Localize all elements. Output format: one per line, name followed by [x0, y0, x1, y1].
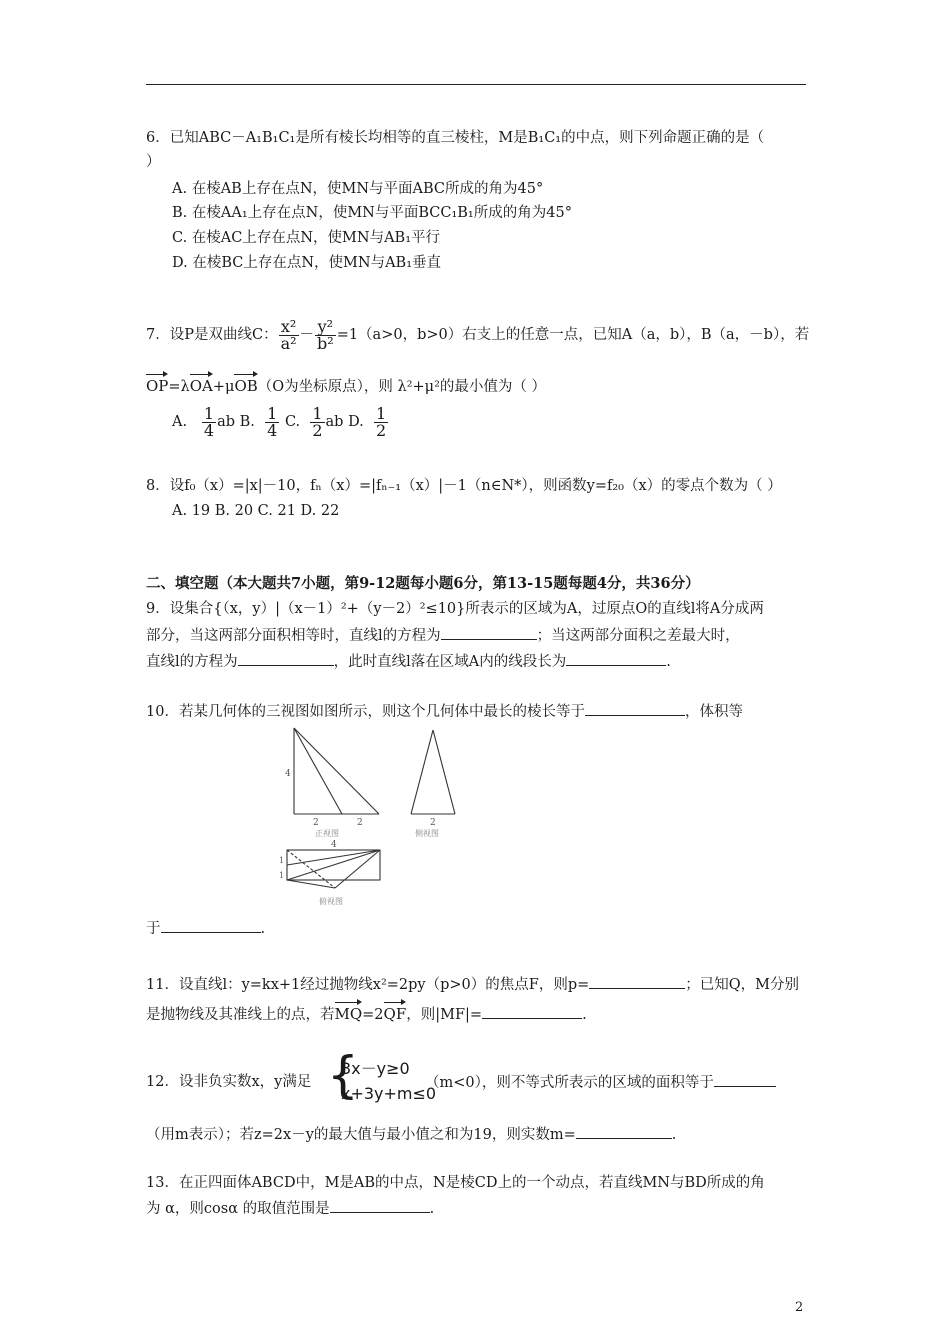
side-dim-2: 2	[430, 818, 436, 828]
top-dim-1a: 1	[279, 856, 285, 865]
q12-suffix	[425, 1072, 776, 1093]
q13-line2b: .	[429, 1201, 435, 1217]
front-view-label: 正视图	[315, 829, 339, 838]
q7-opt-a-suffix: ab B.	[217, 414, 255, 430]
header-rule	[146, 84, 806, 85]
top-view	[287, 850, 380, 888]
q6-option-d: D. 在棱BC上存在点N，使MN与AB₁垂直	[172, 255, 442, 271]
q11-line2	[146, 1000, 587, 1025]
front-dim-4: 4	[285, 769, 291, 779]
q12-blank-1[interactable]	[714, 1072, 776, 1087]
page-number: 2	[795, 1300, 804, 1315]
q6-option-a: A. 在棱AB上存在点N，使MN与平面ABC所成的角为45°	[172, 181, 544, 197]
q7-opt-a-den: 4	[203, 420, 215, 440]
q12-blank-2[interactable]	[576, 1124, 672, 1139]
front-dim-2a: 2	[313, 818, 319, 828]
q12-line2a: （用m表示）；若z=2x－y的最大值与最小值之和为19，则实数m=	[146, 1127, 576, 1143]
q7-y2: y²	[315, 319, 336, 336]
q11-vector-qf: QF	[384, 1000, 407, 1024]
q11-blank-2[interactable]	[482, 1004, 582, 1019]
q12-line2	[146, 1124, 676, 1145]
q10-line1a: 10．若某几何体的三视图如图所示，则这个几何体中最长的棱长等于	[146, 704, 585, 720]
q11-eq: =2	[362, 1007, 384, 1023]
q7-opt-a: A.	[172, 414, 188, 430]
q12-inequality-2: x+3y+m≤0	[341, 1084, 437, 1103]
q12-suffix-text: （m<0），则不等式所表示的区域的面积等于	[425, 1075, 714, 1091]
q6-line1: 6．已知ABC－A₁B₁C₁是所有棱长均相等的直三棱柱，M是B₁C₁的中点，则下列命题正确的是（	[146, 130, 765, 146]
q7-opt-a-num: 1	[203, 403, 215, 423]
q9-line2b: ；当这两部分面积之差最大时，	[536, 628, 740, 644]
q9-line2	[146, 625, 740, 646]
q10-line2b: .	[260, 921, 266, 937]
q11-line2b: ，则|MF|=	[406, 1007, 483, 1023]
q12-inequality-1: 3x－y≥0	[341, 1059, 410, 1078]
q10-line1b: ，体积等	[684, 704, 743, 720]
q7-line2-suffix: （O为坐标原点），则 λ²+μ²的最小值为（ ）	[257, 379, 547, 395]
q7-opt-c-den: 2	[312, 420, 323, 440]
q7-line2	[146, 372, 546, 397]
q11-line1b: ；已知Q，M分别	[685, 977, 799, 993]
q9-blank-2[interactable]	[238, 651, 334, 666]
side-view-label: 侧视图	[415, 829, 439, 838]
top-view-label: 俯视图	[319, 897, 343, 906]
q7-options	[172, 404, 389, 440]
q13-line2	[146, 1198, 434, 1219]
q7-suffix: =1（a>0，b>0）右支上的任意一点，已知A（a，b），B（a，－b），若	[336, 327, 810, 343]
q13-line2a: 为 α，则cosα 的取值范围是	[146, 1201, 330, 1217]
q11-line2c: .	[582, 1007, 587, 1023]
q7-fraction-y	[315, 316, 336, 353]
q7-opt-d-num: 1	[376, 403, 387, 423]
q7-opt-d-den: 2	[376, 420, 387, 440]
q7-a2: a²	[280, 333, 297, 353]
q12-brace: {	[327, 1046, 359, 1104]
q9-line3a: 直线l的方程为	[146, 654, 238, 670]
q11-line1	[146, 974, 799, 995]
q7-vector-oa: OA	[190, 372, 213, 396]
q9-line3c: .	[666, 654, 671, 670]
q8-options: A. 19 B. 20 C. 21 D. 22	[172, 503, 340, 519]
top-dim-1b: 1	[279, 871, 285, 880]
q11-line1a: 11．设直线l：y=kx+1经过抛物线x²=2py（p>0）的焦点F，则p=	[146, 977, 590, 993]
q12-prefix: 12．设非负实数x，y满足	[146, 1074, 312, 1090]
q7-opt-b-frac	[265, 403, 279, 440]
q11-line2a: 是抛物线及其准线上的点，若	[146, 1007, 335, 1023]
q11-vector-mq: MQ	[335, 1000, 363, 1024]
q10-three-view-figure	[275, 718, 475, 923]
q10-blank-2[interactable]	[161, 918, 261, 933]
q7-x2: x²	[279, 319, 299, 336]
q10-line2a: 于	[146, 921, 161, 937]
q9-line1: 9．设集合{（x，y）|（x－1）²+（y－2）²≤10}所表示的区域为A，过原点O的直线l将A分成两	[146, 601, 764, 617]
q7-prefix: 7．设P是双曲线C：	[146, 327, 278, 343]
q7-opt-c-frac	[310, 403, 324, 440]
q7-opt-b-num: 1	[267, 403, 278, 423]
q10-line2	[146, 918, 265, 939]
front-dim-2b: 2	[357, 818, 363, 828]
side-view	[411, 730, 455, 814]
q7-eq1: =λ	[168, 379, 190, 395]
q7-vector-op: OP	[146, 372, 168, 396]
q7-b2: b²	[317, 333, 334, 353]
q9-blank-3[interactable]	[566, 651, 666, 666]
q11-blank-1[interactable]	[589, 974, 685, 989]
q7-opt-d-frac	[374, 403, 388, 440]
q10-blank-1[interactable]	[585, 701, 685, 716]
q9-blank-1[interactable]	[441, 625, 537, 640]
q7-opt-b-den: 4	[267, 420, 278, 440]
q7-vector-ob: OB	[234, 372, 257, 396]
section2-heading: 二、填空题（本大题共7小题，第9-12题每小题6分，第13-15题每题4分，共36分）	[146, 575, 700, 592]
front-view	[294, 728, 379, 814]
q8-line1: 8．设f₀（x）=|x|－10，fₙ（x）=|fₙ₋₁（x）|－1（n∈N*），则函数y=f₂₀（x）的零点个数为（ ）	[146, 478, 782, 494]
q7-plus: +μ	[212, 379, 235, 395]
q7-minus: －	[299, 327, 315, 343]
q6-option-c: C. 在棱AC上存在点N，使MN与AB₁平行	[172, 230, 441, 246]
q6-option-b: B. 在棱AA₁上存在点N，使MN与平面BCC₁B₁所成的角为45°	[172, 205, 572, 221]
q12-line2b: .	[671, 1127, 677, 1143]
q7-opt-a-frac	[202, 403, 216, 440]
q9-line3	[146, 651, 671, 672]
q7-opt-c-suffix: ab D.	[325, 414, 364, 430]
q7-line1	[146, 314, 809, 356]
q7-fraction-x	[279, 316, 299, 353]
q7-opt-c-num: 1	[312, 403, 323, 423]
q6-line2: ）	[146, 154, 161, 170]
top-dim-4: 4	[331, 840, 337, 850]
q13-line1: 13．在正四面体ABCD中，M是AB的中点，N是棱CD上的一个动点，若直线MN与BD所成的角	[146, 1175, 765, 1191]
q9-line2a: 部分，当这两部分面积相等时，直线l的方程为	[146, 628, 441, 644]
q7-opt-b-suffix: C.	[284, 414, 301, 430]
q9-line3b: ，此时直线l落在区域A内的线段长为	[333, 654, 567, 670]
q13-blank-1[interactable]	[330, 1198, 430, 1213]
